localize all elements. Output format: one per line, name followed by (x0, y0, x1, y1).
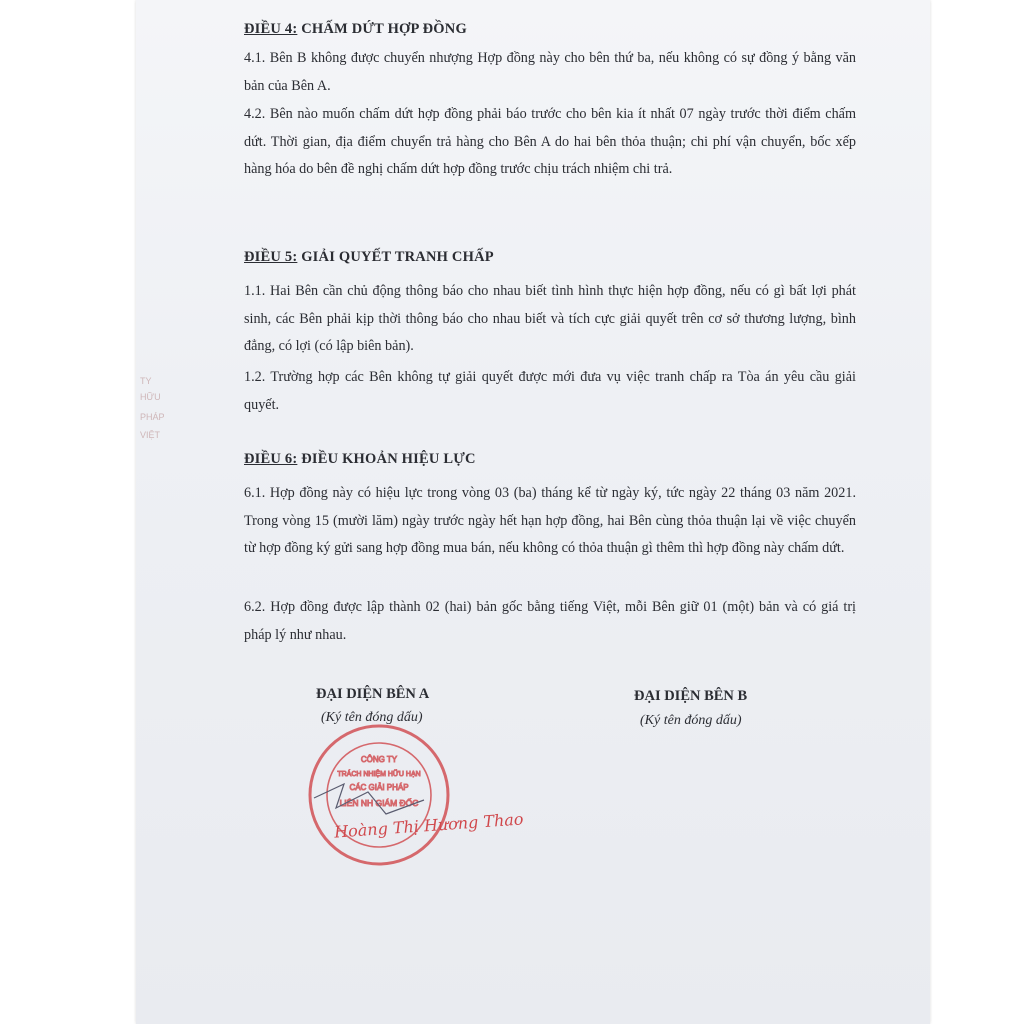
clause-6-1: 6.1. Hợp đồng này có hiệu lực trong vòng 03 (ba) tháng kể từ ngày ký, tức ngày 22 tháng 03 năm 2021. Trong vòng 15 (mười lăm) ngày trước ngày hết hạn hợp đồng, hai Bên cùng thỏa thuận lại về việc chuyển từ hợp đồng ký gửi sang hợp đồng mua bán, nếu không có thỏa thuận gì thêm thì hợp đồng này chấm dứt. (244, 485, 856, 556)
section-title: GIẢI QUYẾT TRANH CHẤP (297, 249, 494, 265)
party-a-note: (Ký tên đóng dấu) (321, 710, 423, 725)
party-b-note: (Ký tên đóng dấu) (640, 713, 742, 728)
handwritten-name: Hoàng Thị Hương Thao (333, 809, 525, 842)
section-label: ĐIỀU 6: (244, 451, 298, 467)
section-title: CHẤM DỨT HỢP ĐỒNG (297, 21, 467, 37)
seal-text: TRÁCH NHIỆM HỮU HẠN (337, 771, 421, 778)
bleed-text: HỮU (140, 392, 161, 402)
bleed-text: PHÁP (140, 412, 165, 422)
clause-5-1: 1.1. Hai Bên cần chủ động thông báo cho nhau biết tình hình thực hiện hợp đồng, nếu có gì bất lợi phát sinh, các Bên phải kịp thời thông báo cho nhau biết và tích cực giải quyết trên cơ sở thương lượng, bình đẳng, có lợi (có lập biên bản). (244, 283, 856, 354)
bleed-text: TY (140, 376, 152, 386)
seal-text: CÔNG TY (360, 755, 398, 764)
seal-text: CÁC GIẢI PHÁP (349, 783, 409, 792)
bleed-text: VIỆT (140, 430, 161, 440)
section-title: ĐIỀU KHOẢN HIỆU LỰC (297, 451, 476, 467)
party-a-title: ĐẠI DIỆN BÊN A (316, 686, 430, 702)
company-seal (306, 722, 452, 868)
clause-6-2: 6.2. Hợp đồng được lập thành 02 (hai) bản gốc bằng tiếng Việt, mỗi Bên giữ 01 (một) bản và có giá trị pháp lý như nhau. (244, 599, 856, 643)
section-4-heading (244, 16, 467, 44)
section-label: ĐIỀU 4: (244, 21, 298, 37)
section-6-heading (244, 446, 476, 474)
seal-text: LIÊN NH GIÁM ĐỐC (339, 798, 419, 808)
seal-outer-ring (310, 726, 448, 864)
party-b-title: ĐẠI DIỆN BÊN B (634, 688, 748, 704)
clause-5-2: 1.2. Trường hợp các Bên không tự giải quyết được mới đưa vụ việc tranh chấp ra Tòa án yêu cầu giải quyết. (244, 369, 856, 413)
clause-4-1: 4.1. Bên B không được chuyển nhượng Hợp đồng này cho bên thứ ba, nếu không có sự đồng ý bằng văn bản của Bên A. (244, 50, 856, 94)
section-label: ĐIỀU 5: (244, 249, 298, 265)
section-5-heading (244, 244, 494, 272)
stamp-bleed-through (136, 340, 176, 490)
clause-4-2: 4.2. Bên nào muốn chấm dứt hợp đồng phải báo trước cho bên kia ít nhất 07 ngày trước thời điểm chấm dứt. Thời gian, địa điểm chuyển trả hàng cho Bên A do hai bên thỏa thuận; chi phí vận chuyển, bốc xếp hàng hóa do bên đề nghị chấm dứt hợp đồng trước chịu trách nhiệm chi trả. (244, 106, 856, 177)
